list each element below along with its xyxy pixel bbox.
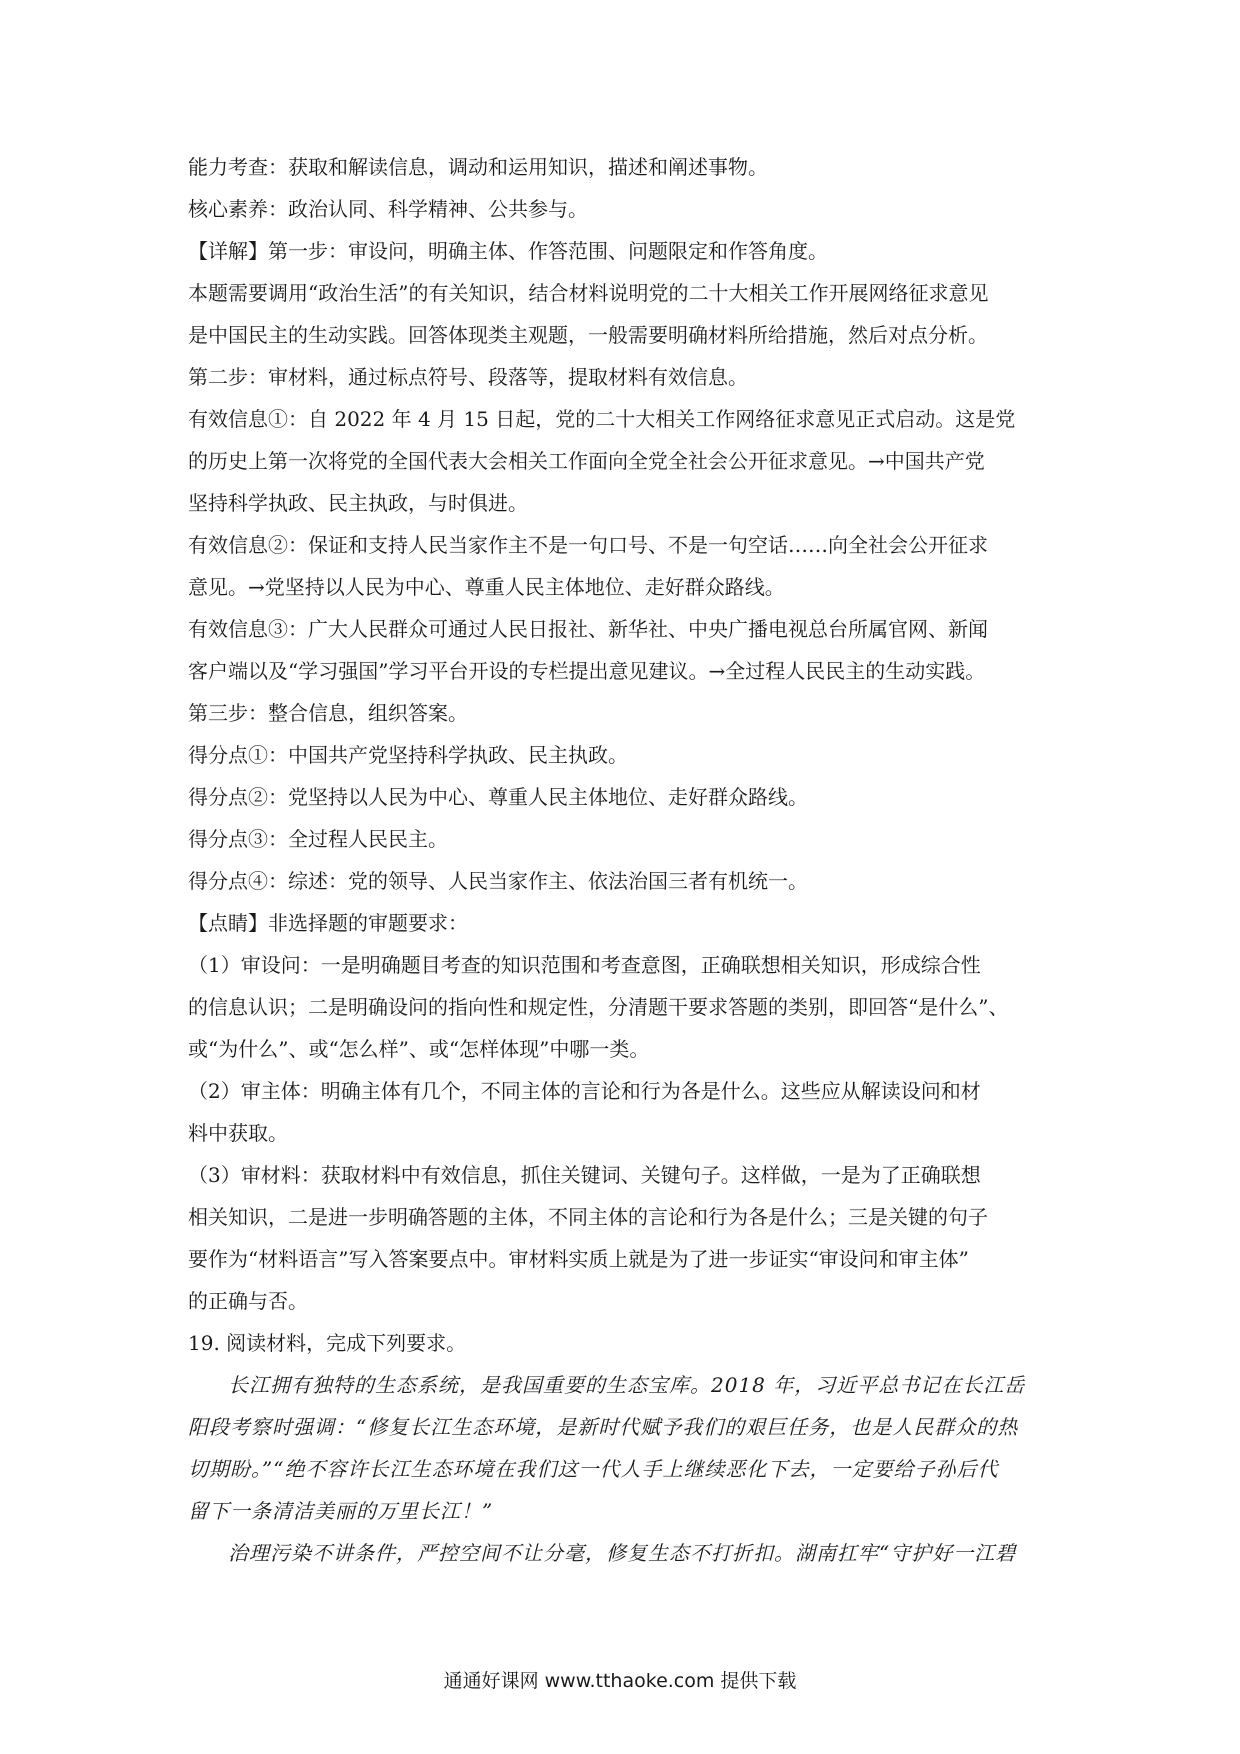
- material-line: 长江拥有独特的生态系统，是我国重要的生态宝库。2018 年，习近平总书记在长江岳: [228, 1373, 1026, 1397]
- text-line: （1）审设问：一是明确题目考查的知识范围和考查意图，正确联想相关知识，形成综合性: [188, 953, 981, 977]
- text-line: 第二步：审材料，通过标点符号、段落等，提取材料有效信息。: [188, 365, 748, 389]
- text-line: 核心素养：政治认同、科学精神、公共参与。: [188, 197, 588, 221]
- question-title: 19. 阅读材料，完成下列要求。: [188, 1331, 467, 1355]
- text-line: 相关知识，二是进一步明确答题的主体，不同主体的言论和行为各是什么；三是关键的句子: [188, 1205, 988, 1229]
- text-line: 【详解】第一步：审设问，明确主体、作答范围、问题限定和作答角度。: [188, 239, 828, 263]
- text-line: 【点睛】非选择题的审题要求：: [188, 911, 468, 935]
- material-line: 阳段考察时强调：“修复长江生态环境，是新时代赋予我们的艰巨任务，也是人民群众的热: [188, 1415, 1019, 1439]
- material-line: 留下一条清洁美丽的万里长江！”: [188, 1499, 494, 1523]
- text-line: 得分点③：全过程人民民主。: [188, 827, 448, 851]
- text-line: 坚持科学执政、民主执政，与时俱进。: [188, 491, 528, 515]
- text-line: 能力考查：获取和解读信息，调动和运用知识，描述和阐述事物。: [188, 155, 768, 179]
- text-line: 得分点②：党坚持以人民为中心、尊重人民主体地位、走好群众路线。: [188, 785, 808, 809]
- text-line: 或“为什么”、或“怎么样”、或“怎样体现”中哪一类。: [188, 1037, 650, 1061]
- page-footer: 通通好课网 www.tthaoke.com 提供下载: [443, 1670, 797, 1692]
- material-line: 切期盼。”“绝不容许长江生态环境在我们这一代人手上继续恶化下去，一定要给子孙后代: [188, 1457, 999, 1481]
- text-line: 的正确与否。: [188, 1289, 308, 1313]
- text-line: 要作为“材料语言”写入答案要点中。审材料实质上就是为了进一步证实“审设问和审主体”: [188, 1247, 969, 1271]
- text-line: 料中获取。: [188, 1121, 288, 1145]
- text-line: 得分点④：综述：党的领导、人民当家作主、依法治国三者有机统一。: [188, 869, 808, 893]
- text-line: （3）审材料：获取材料中有效信息，抓住关键词、关键句子。这样做，一是为了正确联想: [188, 1163, 981, 1187]
- text-line: 的信息认识；二是明确设问的指向性和规定性，分清题干要求答题的类别，即回答“是什么”、: [188, 995, 1009, 1019]
- text-line: 第三步：整合信息，组织答案。: [188, 701, 468, 725]
- text-line: 本题需要调用“政治生活”的有关知识，结合材料说明党的二十大相关工作开展网络征求意见: [188, 281, 989, 305]
- text-line: 的历史上第一次将党的全国代表大会相关工作面向全党全社会公开征求意见。→中国共产党: [188, 449, 985, 473]
- text-line: 有效信息①：自 2022 年 4 月 15 日起，党的二十大相关工作网络征求意见正式启动。这是党: [188, 407, 1016, 431]
- text-line: 是中国民主的生动实践。回答体现类主观题，一般需要明确材料所给措施，然后对点分析。: [188, 323, 988, 347]
- text-line: 有效信息②：保证和支持人民当家作主不是一句口号、不是一句空话……向全社会公开征求: [188, 533, 988, 557]
- text-line: 得分点①：中国共产党坚持科学执政、民主执政。: [188, 743, 628, 767]
- material-line: 治理污染不讲条件，严控空间不让分毫，修复生态不打折扣。湖南扛牢“守护好一江碧: [228, 1541, 1017, 1565]
- text-line: 客户端以及“学习强国”学习平台开设的专栏提出意见建议。→全过程人民民主的生动实践。: [188, 659, 986, 683]
- text-line: （2）审主体：明确主体有几个，不同主体的言论和行为各是什么。这些应从解读设问和材: [188, 1079, 981, 1103]
- text-line: 有效信息③：广大人民群众可通过人民日报社、新华社、中央广播电视总台所属官网、新闻: [188, 617, 988, 641]
- document-body: [188, 146, 1058, 1574]
- text-line: 意见。→党坚持以人民为中心、尊重人民主体地位、走好群众路线。: [188, 575, 785, 599]
